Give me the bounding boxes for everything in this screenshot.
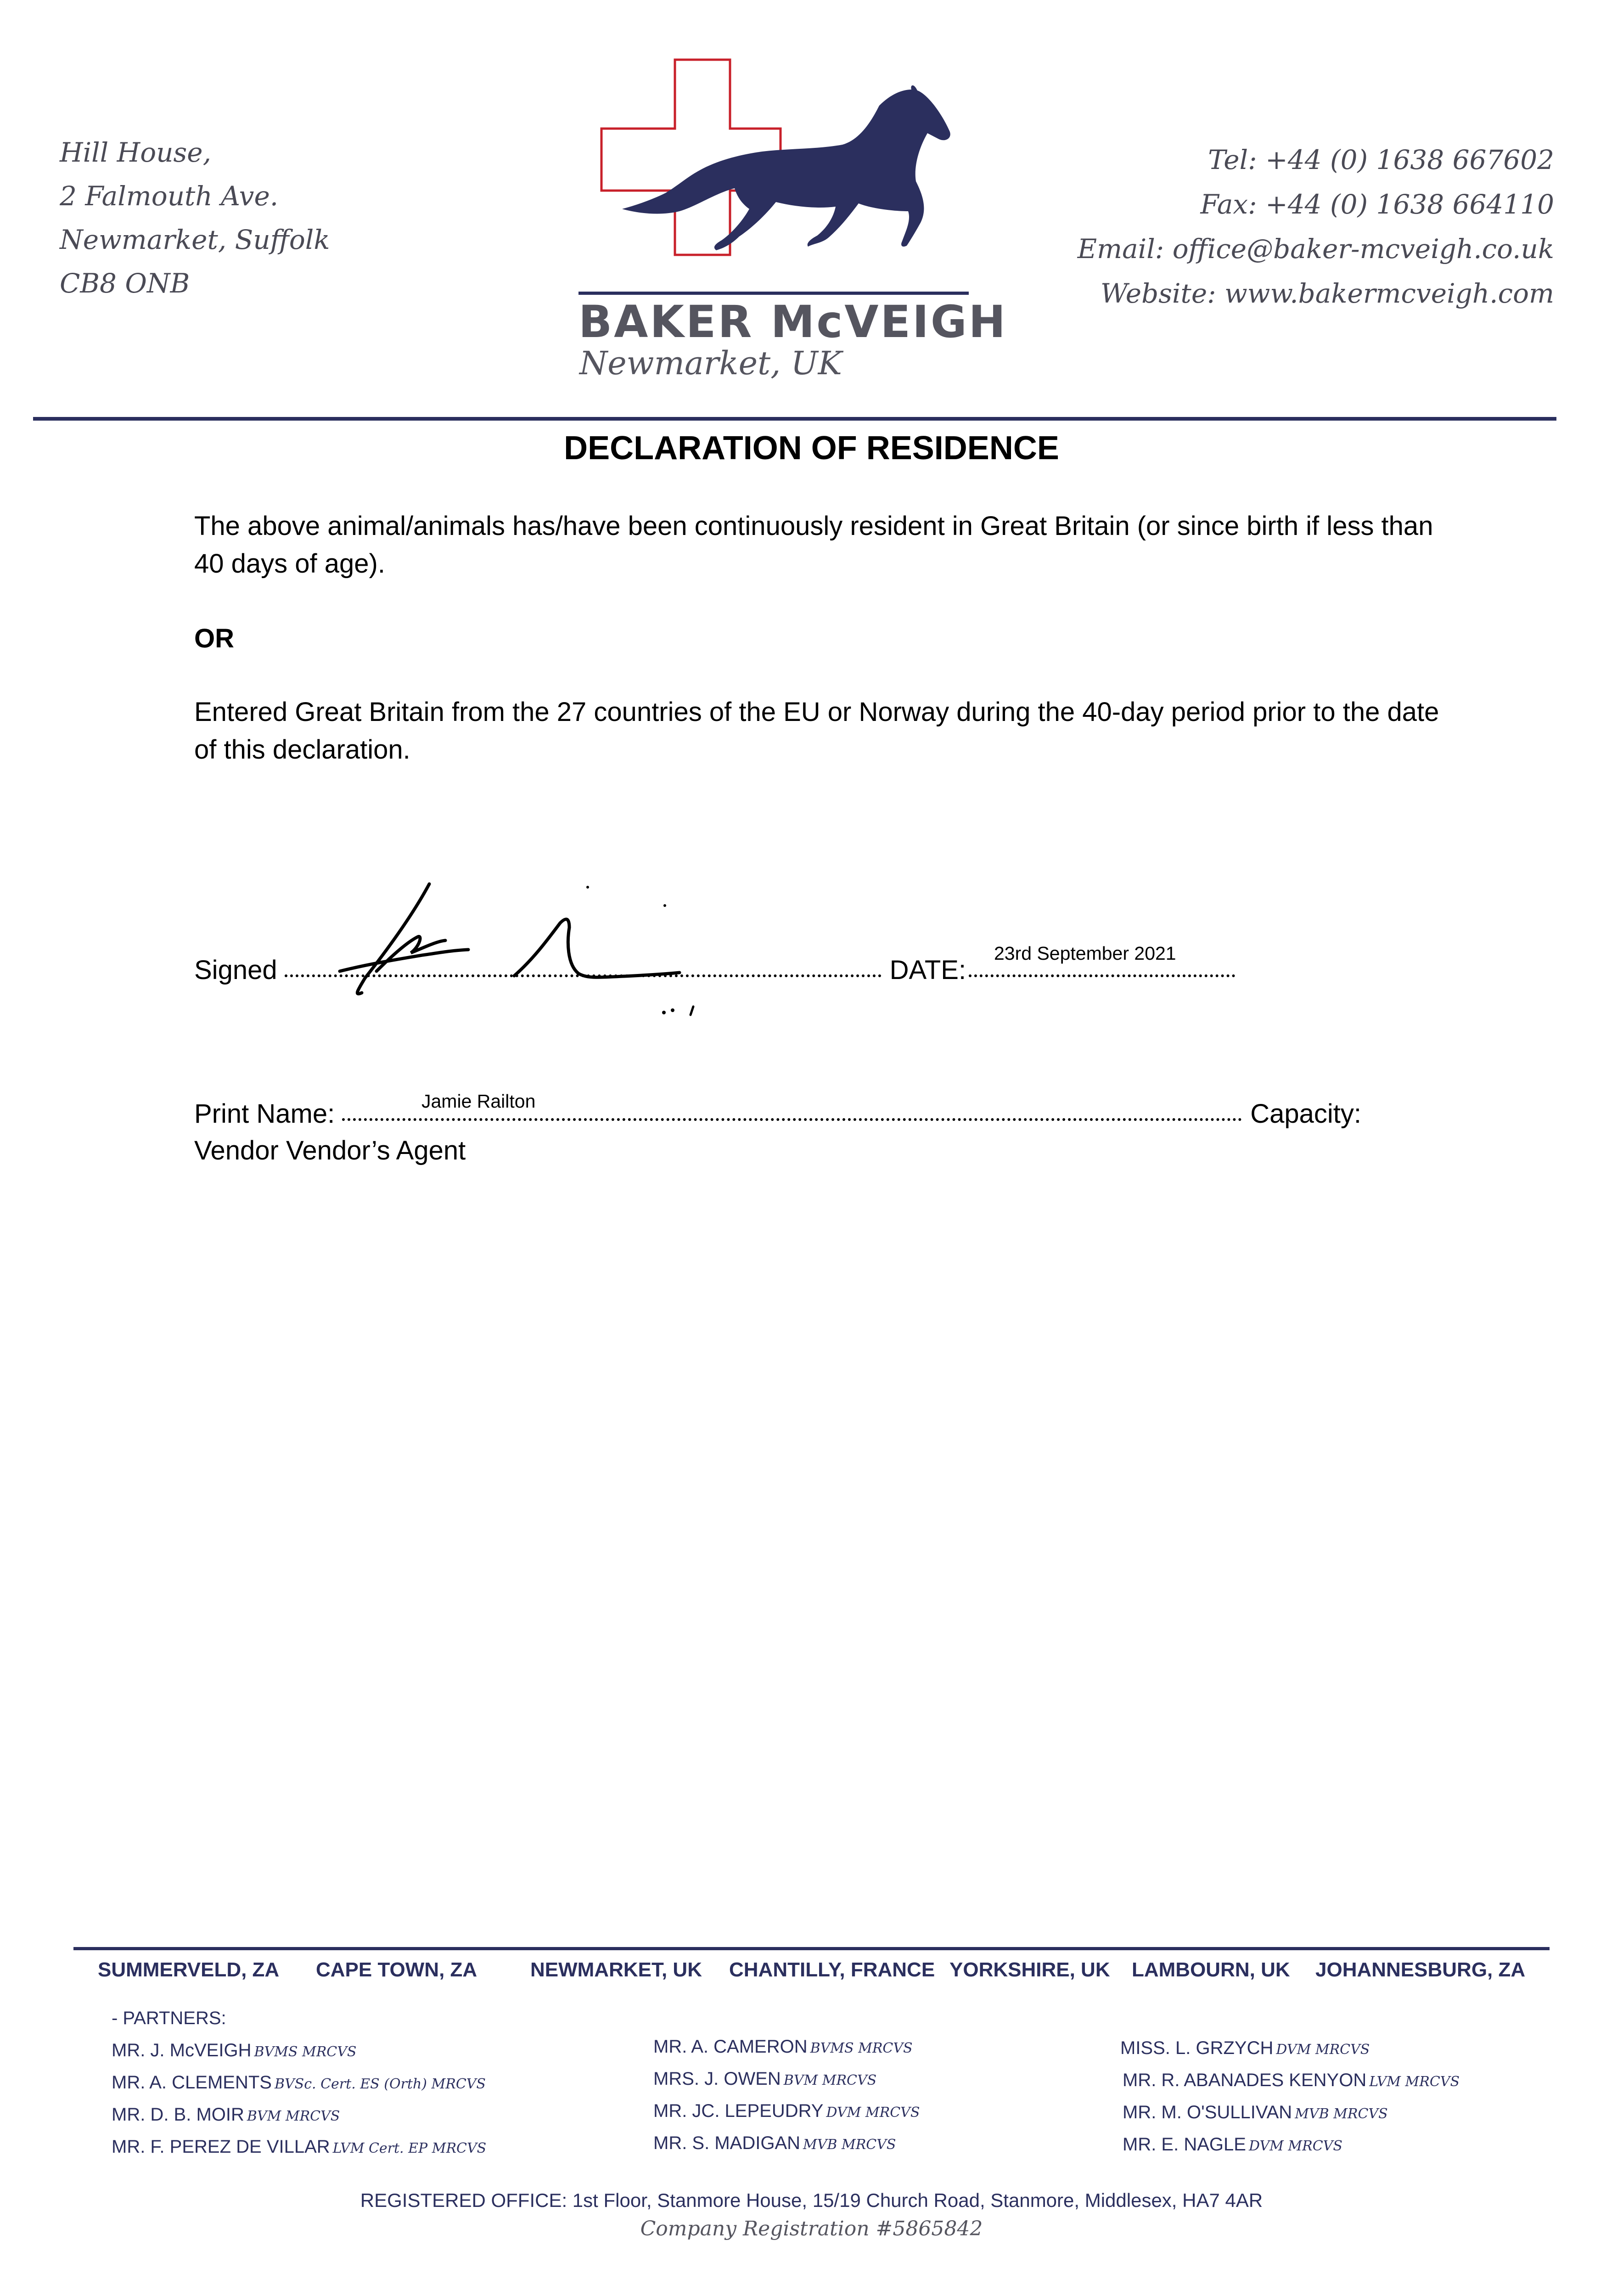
partner-entry — [112, 2105, 340, 2125]
partner-qualification: BVMS MRCVS — [810, 2040, 913, 2056]
office-location: JOHANNESBURG, ZA — [1315, 1958, 1526, 1981]
company-address — [60, 131, 330, 305]
website-text: Website: www.bakermcveigh.com — [1100, 278, 1554, 309]
partner-qualification: LVM MRCVS — [1369, 2074, 1460, 2090]
fax-text: Fax: +44 (0) 1638 664110 — [1200, 189, 1554, 220]
date-field[interactable] — [969, 974, 1235, 977]
partner-entry — [653, 2037, 913, 2057]
partner-name: MR. R. ABANADES KENYON — [1123, 2070, 1367, 2090]
entry-paragraph: Entered Great Britain from the 27 countries of the EU or Norway during the 40-day period prior to the date of this declaration. — [194, 697, 1439, 765]
partner-entry — [112, 2137, 486, 2157]
partner-qualification: BVM MRCVS — [783, 2072, 877, 2088]
partner-entry — [1123, 2102, 1388, 2123]
phone-text: Tel: +44 (0) 1638 667602 — [1208, 144, 1554, 175]
partner-entry — [653, 2101, 920, 2122]
partner-qualification: BVSc. Cert. ES (Orth) MRCVS — [274, 2076, 486, 2092]
partner-qualification: MVB MRCVS — [1295, 2106, 1388, 2122]
registered-office: REGISTERED OFFICE: 1st Floor, Stanmore House, 15/19 Church Road, Stanmore, Middlesex, HA7 4AR — [360, 2189, 1263, 2211]
brand-location: Newmarket, UK — [579, 344, 842, 382]
address-line: CB8 ONB — [60, 268, 190, 299]
cross-and-horse-icon — [578, 57, 973, 315]
print-name-field[interactable] — [342, 1118, 1242, 1121]
date-label: DATE: — [889, 955, 966, 985]
print-name-label: Print Name: — [194, 1099, 335, 1129]
email-text: Email: office@baker-mcveigh.co.uk — [1077, 233, 1554, 264]
partner-qualification: LVM Cert. EP MRCVS — [332, 2140, 487, 2156]
footer-divider — [73, 1947, 1550, 1950]
partner-entry — [1123, 2134, 1342, 2155]
partners-label: - PARTNERS: — [112, 2008, 226, 2028]
address-line: Newmarket, Suffolk — [60, 224, 330, 255]
document-title: DECLARATION OF RESIDENCE — [564, 430, 1059, 467]
company-registration: Company Registration #5865842 — [640, 2217, 983, 2240]
partner-qualification: BVM MRCVS — [247, 2108, 340, 2124]
partner-entry — [112, 2072, 486, 2093]
residence-paragraph: The above animal/animals has/have been continuously resident in Great Britain (or since birth if less than 40 days of age). — [194, 511, 1433, 579]
office-location: CHANTILLY, FRANCE — [729, 1958, 935, 1981]
partner-name: MR. E. NAGLE — [1123, 2134, 1246, 2155]
office-location: CAPE TOWN, ZA — [316, 1958, 477, 1981]
partner-name: MR. M. O'SULLIVAN — [1123, 2102, 1292, 2122]
partner-name: MR. JC. LEPEUDRY — [653, 2101, 824, 2121]
print-name-line — [194, 1095, 1361, 1133]
partner-name: MRS. J. OWEN — [653, 2069, 781, 2089]
office-location: NEWMARKET, UK — [530, 1958, 702, 1981]
partner-name: MR. F. PEREZ DE VILLAR — [112, 2137, 330, 2157]
brand-name: BAKER McVEIGH — [578, 296, 1007, 348]
partner-entry — [1120, 2038, 1370, 2059]
office-location: SUMMERVELD, ZA — [98, 1958, 280, 1981]
partner-name: MISS. L. GRZYCH — [1120, 2038, 1274, 2058]
partner-qualification: MVB MRCVS — [803, 2137, 896, 2153]
office-location: LAMBOURN, UK — [1132, 1958, 1290, 1981]
partner-name: MR. A. CAMERON — [653, 2037, 808, 2057]
partner-entry — [112, 2040, 356, 2061]
partner-qualification: DVM MRCVS — [1248, 2138, 1342, 2154]
office-location: YORKSHIRE, UK — [949, 1958, 1110, 1981]
address-line: 2 Falmouth Ave. — [60, 180, 279, 212]
date-value: 23rd September 2021 — [994, 943, 1176, 964]
horse-icon — [622, 85, 950, 250]
partner-entry — [653, 2133, 896, 2154]
capacity-options: Vendor Vendor’s Agent — [194, 1136, 466, 1165]
partner-name: MR. J. McVEIGH — [112, 2040, 252, 2060]
address-line: Hill House, — [60, 137, 212, 168]
print-name-value: Jamie Railton — [421, 1091, 536, 1112]
company-logo — [578, 57, 1007, 393]
partner-name: MR. S. MADIGAN — [653, 2133, 801, 2153]
partner-qualification: BVMS MRCVS — [254, 2044, 357, 2060]
partner-qualification: DVM MRCVS — [1276, 2042, 1370, 2058]
logo-underline — [578, 292, 969, 295]
partner-qualification: DVM MRCVS — [826, 2105, 920, 2121]
signed-label: Signed — [194, 955, 277, 985]
handwritten-signature — [331, 872, 730, 1024]
partner-entry — [653, 2069, 876, 2089]
capacity-label: Capacity: — [1250, 1099, 1361, 1129]
partner-entry — [1123, 2070, 1460, 2091]
partner-name: MR. A. CLEMENTS — [112, 2072, 272, 2093]
or-label: OR — [194, 624, 234, 653]
header-divider — [33, 417, 1556, 421]
company-contact — [1078, 138, 1554, 316]
partner-name: MR. D. B. MOIR — [112, 2105, 244, 2125]
